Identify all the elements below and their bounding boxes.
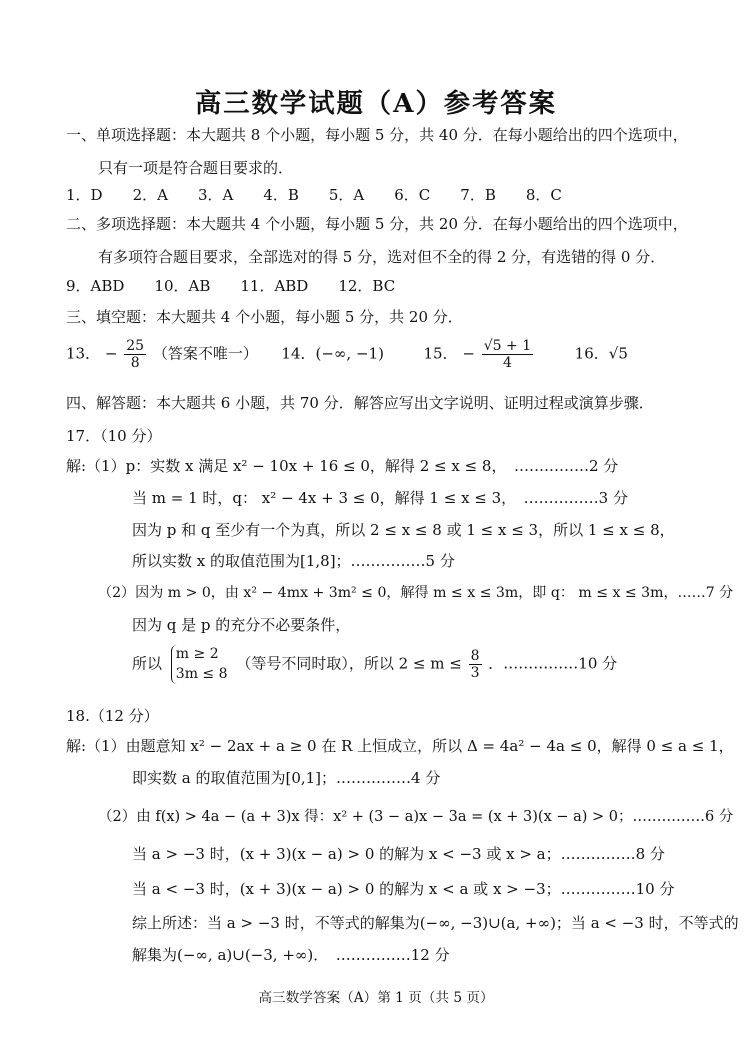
q17-fraction	[469, 648, 482, 681]
q13-sign: −	[104, 344, 118, 363]
q18-line-7: 解集为(−∞, a)∪(−3, +∞)． ……………12 分	[132, 946, 450, 964]
section-4-heading: 四、解答题：本大题共 6 小题，共 70 分．解答应写出文字说明、证明过程或演算步骤．	[66, 394, 654, 412]
q17-heading: 17．（10 分）	[66, 427, 162, 445]
q14-answer: 14．(−∞, −1)	[281, 344, 384, 363]
q17-line-7-suffix: ．……………10 分	[488, 654, 618, 673]
q18-line-3: （2）由 f(x) > 4a − (a + 3)x 得：x² + (3 − a)x − 3a = (x + 3)(x − a) > 0；……………6 分	[98, 809, 734, 825]
q17-line-7-middle: （等号不同时取），所以 2 ≤ m ≤	[236, 654, 462, 673]
q13-denominator: 8	[130, 355, 140, 372]
fill-in-answers	[66, 338, 628, 371]
page-title: 高三数学试题（A）参考答案	[195, 88, 557, 119]
section-1-heading: 一、单项选择题：本大题共 8 个小题，每小题 5 分，共 40 分．在每小题给出的四个选项中，	[66, 126, 688, 144]
q18-line-4: 当 a > −3 时，(x + 3)(x − a) > 0 的解为 x < −3 或 x > a；……………8 分	[132, 845, 665, 863]
q17-line-1: 解:（1）p：实数 x 满足 x² − 10x + 16 ≤ 0，解得 2 ≤ x ≤ 8， ……………2 分	[66, 457, 619, 475]
q17-line-5: （2）因为 m > 0，由 x² − 4mx + 3m² ≤ 0，解得 m ≤ x ≤ 3m，即 q： m ≤ x ≤ 3m，……7 分	[98, 585, 734, 601]
q17-line-7-prefix: 所以	[132, 654, 163, 673]
q17-line-7	[132, 645, 617, 684]
q17-frac-denominator: 3	[470, 665, 480, 682]
q13-numerator: 25	[126, 338, 145, 354]
section-2-heading: 二、多项选择题：本大题共 4 个小题，每小题 5 分，共 20 分．在每小题给出的四个选项中，	[66, 215, 688, 233]
brace-top-inequality: m ≥ 2	[175, 646, 219, 662]
q13-label: 13．	[66, 344, 101, 363]
section-2-heading-cont: 有多项符合题目要求，全部选对的得 5 分，选对但不全的得 2 分，有选错的得 0 分．	[98, 248, 666, 266]
brace-bottom-inequality: 3m ≤ 8	[175, 665, 228, 682]
q15-denominator: 4	[502, 355, 512, 372]
q18-line-6: 综上所述：当 a > −3 时，不等式的解集为(−∞, −3)∪(a, +∞)；当 a < −3 时，不等式的	[132, 914, 739, 932]
q15-numerator: √5 + 1	[483, 338, 532, 354]
q16-answer: 16．√5	[574, 344, 628, 363]
q15-fraction	[482, 338, 533, 371]
q17-frac-numerator: 8	[470, 648, 480, 664]
section-3-heading: 三、填空题：本大题共 4 个小题，每小题 5 分，共 20 分．	[66, 308, 463, 326]
q15-sign: −	[462, 344, 475, 363]
page-footer: 高三数学答案（A）第 1 页（共 5 页）	[258, 990, 494, 1006]
q18-line-2: 即实数 a 的取值范围为[0,1]；……………4 分	[132, 769, 441, 787]
q18-heading: 18.（12 分）	[66, 707, 159, 725]
q18-line-5: 当 a < −3 时，(x + 3)(x − a) > 0 的解为 x < a 或 x > −3；……………10 分	[132, 880, 675, 898]
q13-note: （答案不唯一）	[152, 344, 258, 363]
q18-line-1: 解:（1）由题意知 x² − 2ax + a ≥ 0 在 R 上恒成立，所以 Δ = 4a² − 4a ≤ 0，解得 0 ≤ a ≤ 1，	[66, 737, 734, 755]
system-brace	[171, 645, 228, 684]
section-2-answers: 9．ABD 10．AB 11．ABD 12．BC	[66, 277, 396, 295]
q17-line-6: 因为 q 是 p 的充分不必要条件，	[132, 616, 351, 634]
section-1-answers: 1．D 2．A 3．A 4．B 5．A 6．C 7．B 8．C	[66, 186, 562, 204]
q17-line-4: 所以实数 x 的取值范围为[1,8]；……………5 分	[132, 552, 455, 570]
q17-line-2: 当 m = 1 时，q： x² − 4x + 3 ≤ 0，解得 1 ≤ x ≤ 3， ……………3 分	[132, 489, 628, 507]
section-1-heading-cont: 只有一项是符合题目要求的．	[98, 159, 294, 177]
q13-fraction	[124, 338, 146, 371]
q17-line-3: 因为 p 和 q 至少有一个为真，所以 2 ≤ x ≤ 8 或 1 ≤ x ≤ 3，所以 1 ≤ x ≤ 8，	[132, 521, 675, 539]
q15-label: 15．	[423, 344, 458, 363]
